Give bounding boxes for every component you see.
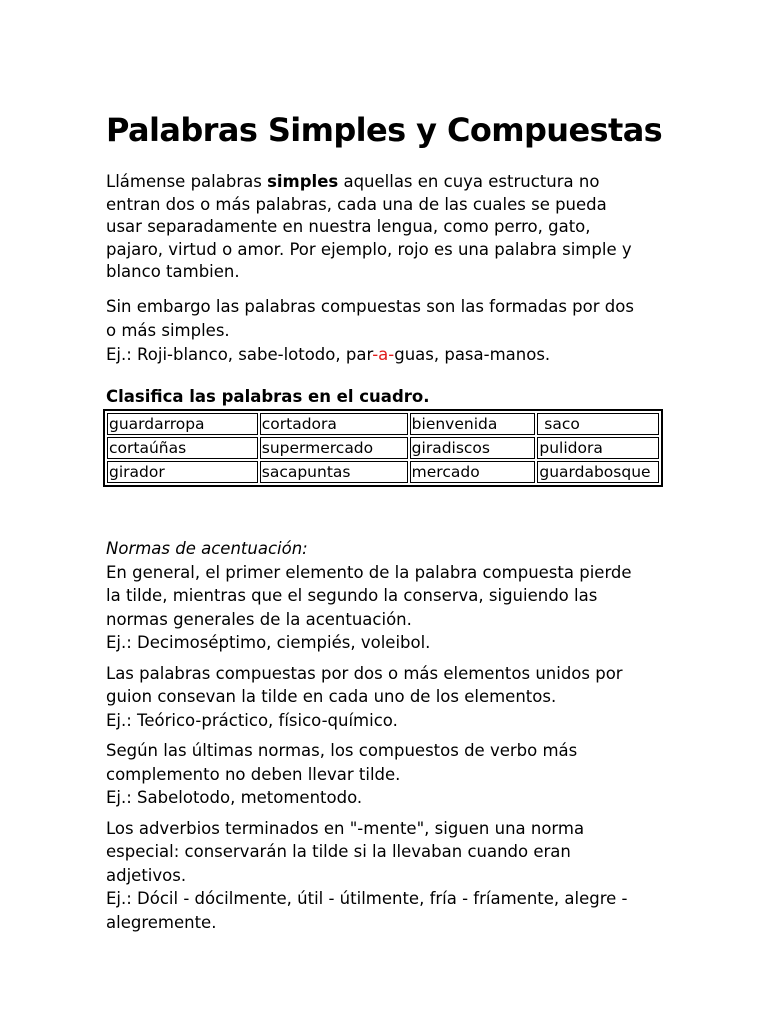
norm-example: Ej.: Decimoséptimo, ciempiés, voleibol. bbox=[106, 633, 431, 652]
table-cell: bienvenida bbox=[410, 413, 536, 435]
table-cell: cortadora bbox=[260, 413, 408, 435]
intro-text: Llámense palabras bbox=[106, 172, 268, 191]
norm-line: En general, el primer elemento de la palabra compuesta pierde bbox=[106, 562, 632, 582]
page-title: Palabras Simples y Compuestas bbox=[106, 111, 663, 149]
norm-line: normas generales de la acentuación. bbox=[106, 609, 412, 629]
norm-line: complemento no deben llevar tilde. bbox=[106, 764, 401, 784]
highlighted-segment: -a- bbox=[372, 345, 395, 364]
example-text: Ej.: Roji-blanco, sabe-lotodo, par bbox=[106, 345, 373, 364]
words-table bbox=[103, 409, 663, 487]
intro-line: usar separadamente en nuestra lengua, como perro, gato, bbox=[106, 217, 591, 236]
norm-line: especial: conservarán la tilde si la llevaban cuando eran bbox=[106, 842, 571, 861]
norm-line: adjetivos. bbox=[106, 865, 187, 885]
compuestas-line: o más simples. bbox=[106, 321, 230, 340]
norm-example: Ej.: Sabelotodo, metomentodo. bbox=[106, 788, 363, 807]
norm-line: Los adverbios terminados en "-mente", siguen una norma bbox=[106, 818, 585, 838]
norm-block bbox=[106, 662, 666, 733]
norms-title: Normas de acentuación: bbox=[106, 539, 308, 558]
table-row bbox=[107, 461, 659, 483]
compuestas-example bbox=[106, 343, 666, 367]
intro-paragraph bbox=[106, 171, 666, 284]
table-cell: mercado bbox=[410, 461, 536, 483]
table-cell: cortaúñas bbox=[107, 437, 258, 459]
table-cell: girador bbox=[107, 461, 258, 483]
norm-line: Según las últimas normas, los compuestos de verbo más bbox=[106, 741, 578, 760]
example-text: guas, pasa-manos. bbox=[394, 345, 551, 364]
compuestas-line: Sin embargo las palabras compuestas son las formadas por dos bbox=[106, 297, 634, 316]
table-row bbox=[107, 437, 659, 459]
norm-block bbox=[106, 561, 666, 655]
compuestas-paragraph bbox=[106, 295, 666, 367]
norms-section bbox=[106, 537, 666, 941]
table-cell: guardarropa bbox=[107, 413, 258, 435]
norm-line: Las palabras compuestas por dos o más elementos unidos por bbox=[106, 663, 623, 683]
table-cell: pulidora bbox=[537, 437, 659, 459]
intro-text: aquellas en cuya estructura no bbox=[338, 172, 600, 191]
norm-line: guion consevan la tilde en cada uno de los elementos. bbox=[106, 687, 557, 706]
intro-line: pajaro, virtud o amor. Por ejemplo, rojo es una palabra simple y bbox=[106, 239, 632, 259]
classify-heading: Clasifica las palabras en el cuadro. bbox=[106, 387, 430, 406]
table-cell: sacapuntas bbox=[260, 461, 408, 483]
intro-line: blanco tambien. bbox=[106, 262, 240, 281]
norm-example: alegremente. bbox=[106, 912, 217, 932]
norm-block bbox=[106, 739, 666, 810]
table-cell: saco bbox=[537, 413, 659, 435]
intro-line: entran dos o más palabras, cada una de las cuales se pueda bbox=[106, 194, 607, 214]
norm-example: Ej.: Teórico-práctico, físico-químico. bbox=[106, 710, 398, 730]
bold-term-simples: simples bbox=[267, 172, 339, 191]
norm-block bbox=[106, 817, 666, 935]
norm-example: Ej.: Dócil - dócilmente, útil - útilmente, fría - fríamente, alegre - bbox=[106, 889, 628, 908]
norm-line: la tilde, mientras que el segundo la conserva, siguiendo las bbox=[106, 586, 598, 605]
table-cell: guardabosque bbox=[537, 461, 659, 483]
table-row bbox=[107, 413, 659, 435]
table-cell: giradiscos bbox=[410, 437, 536, 459]
table-cell: supermercado bbox=[260, 437, 408, 459]
intro-line bbox=[106, 171, 666, 194]
